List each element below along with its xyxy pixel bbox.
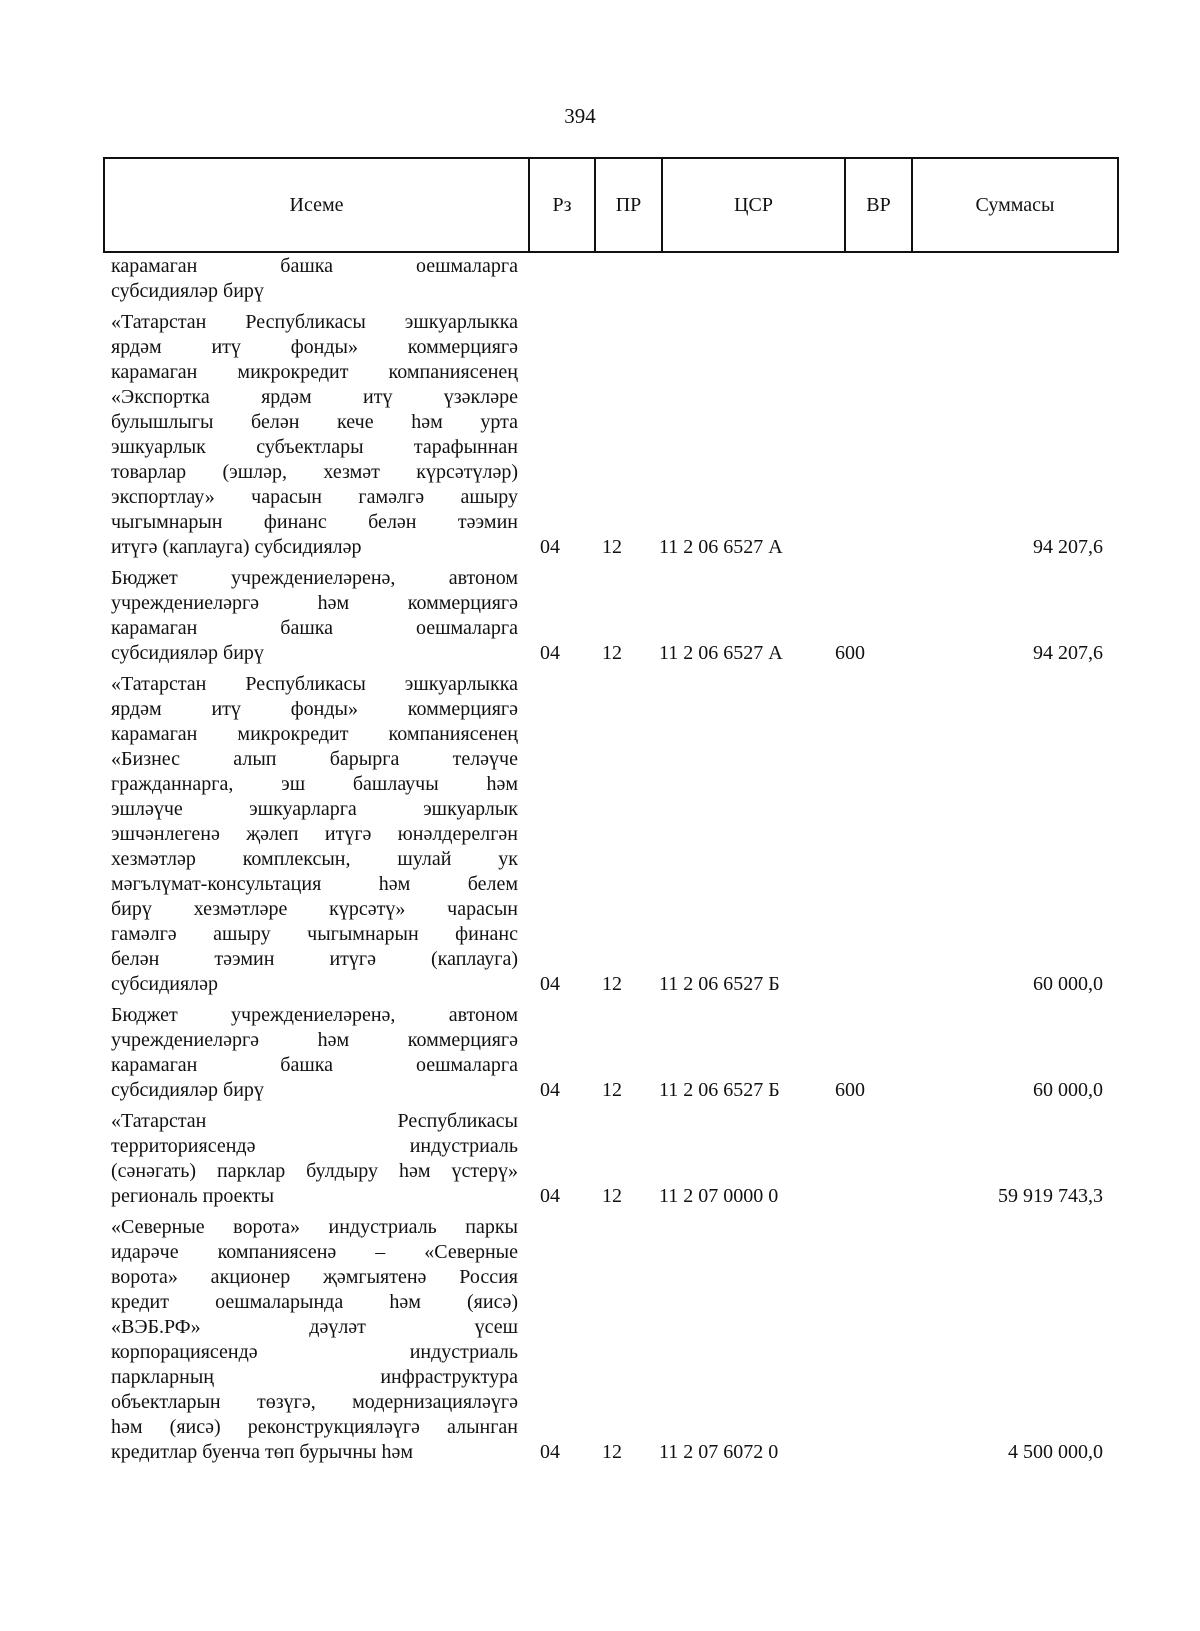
- row-name-line: карамаган башка оешмаларга: [111, 617, 518, 639]
- row-vr: 600: [835, 642, 865, 664]
- table-row: [111, 1003, 1111, 1103]
- row-sum: 94 207,6: [1033, 536, 1103, 558]
- row-csr: 11 2 07 6072 0: [659, 1441, 779, 1463]
- row-csr: 11 2 06 6527 Б: [659, 1079, 780, 1101]
- row-sum: 60 000,0: [1033, 1079, 1103, 1101]
- row-name-line: мәгълүмат-консультация һәм белем: [111, 873, 518, 895]
- row-name: [111, 254, 518, 304]
- row-sum: 4 500 000,0: [1008, 1441, 1103, 1463]
- row-csr: 11 2 06 6527 Б: [659, 973, 780, 995]
- row-name-line: «Татарстан Республикасы эшкуарлыкка: [111, 311, 518, 333]
- row-name-line: товарлар (эшләр, хезмәт күрсәтүләр): [111, 461, 518, 483]
- row-name-line: хезмәтләр комплексын, шулай ук: [111, 848, 518, 870]
- row-pr: 12: [602, 1079, 622, 1101]
- table-row: [111, 672, 1111, 997]
- header-sum: Суммасы: [975, 193, 1055, 216]
- row-name-line: (сәнәгать) парклар булдыру һәм үстерү»: [111, 1160, 518, 1182]
- row-name: [111, 1003, 518, 1103]
- row-pr: 12: [602, 1185, 622, 1207]
- row-name-line: эшләүче эшкуарларга эшкуарлык: [111, 798, 518, 820]
- row-name-line: «Бизнес алып барырга теләүче: [111, 748, 518, 770]
- row-rz: 04: [540, 642, 560, 664]
- row-rz: 04: [540, 973, 560, 995]
- row-name-line: субсидияләр: [111, 973, 219, 995]
- table-header: [103, 157, 1119, 253]
- header-name: Исеме: [105, 159, 530, 251]
- row-name-line: объектларын төзүгә, модернизацияләүгә: [111, 1391, 518, 1413]
- table-row: [111, 1215, 1111, 1465]
- row-name-line: ворота» акционер җәмгыятенә Россия: [111, 1266, 518, 1288]
- row-name-line: учреждениеләргә һәм коммерциягә: [111, 1029, 518, 1051]
- row-name-line: итүгә (каплауга) субсидияләр: [111, 536, 362, 558]
- row-name-line: экспортлау» чарасын гамәлгә ашыру: [111, 486, 518, 508]
- table-row: [111, 310, 1111, 560]
- row-csr: 11 2 06 6527 А: [659, 642, 783, 664]
- row-name: [111, 1109, 518, 1209]
- row-name-line: бирү хезмәтләре күрсәтү» чарасын: [111, 898, 518, 920]
- row-name-line: карамаган микрокредит компаниясенең: [111, 361, 518, 383]
- row-name-line: чыгымнарын финанс белән тәэмин: [111, 511, 518, 533]
- row-name-line: паркларның инфраструктура: [111, 1366, 518, 1388]
- row-name-line: субсидияләр бирү: [111, 1079, 264, 1101]
- row-name: [111, 1215, 518, 1465]
- table-row: [111, 254, 1111, 304]
- row-rz: 04: [540, 1441, 560, 1463]
- row-name-line: карамаган микрокредит компаниясенең: [111, 723, 518, 745]
- row-rz: 04: [540, 1079, 560, 1101]
- row-name-line: карамаган башка оешмаларга: [111, 1054, 518, 1076]
- row-name-line: «Татарстан Республикасы эшкуарлыкка: [111, 673, 518, 695]
- row-name-line: гражданнарга, эш башлаучы һәм: [111, 773, 518, 795]
- row-pr: 12: [602, 536, 622, 558]
- row-pr: 12: [602, 973, 622, 995]
- row-name-line: Бюджет учреждениеләренә, автоном: [111, 1004, 518, 1026]
- row-name-line: карамаган башка оешмаларга: [111, 255, 518, 277]
- row-name: [111, 310, 518, 560]
- row-rz: 04: [540, 1185, 560, 1207]
- row-pr: 12: [602, 642, 622, 664]
- table-body: [111, 254, 1111, 1471]
- row-name-line: субсидияләр бирү: [111, 280, 264, 302]
- row-csr: 11 2 07 0000 0: [659, 1185, 779, 1207]
- row-name-line: белән тәэмин итүгә (каплауга): [111, 948, 518, 970]
- row-name-line: корпорациясендә индустриаль: [111, 1341, 518, 1363]
- row-name-line: һәм (яисә) реконструкцияләүгә алынган: [111, 1416, 518, 1438]
- row-name-line: «ВЭБ.РФ» дәүләт үсеш: [111, 1316, 518, 1338]
- row-name-line: учреждениеләргә һәм коммерциягә: [111, 592, 518, 614]
- row-name-line: «Татарстан Республикасы: [111, 1110, 518, 1132]
- row-sum: 60 000,0: [1033, 973, 1103, 995]
- row-name-line: субсидияләр бирү: [111, 642, 264, 664]
- header-rz: Рз: [530, 159, 596, 251]
- row-vr: 600: [835, 1079, 865, 1101]
- row-name-line: ярдәм итү фонды» коммерциягә: [111, 336, 518, 358]
- row-name-line: «Экспортка ярдәм итү үзәкләре: [111, 386, 518, 408]
- row-name-line: ярдәм итү фонды» коммерциягә: [111, 698, 518, 720]
- row-name-line: эшчәнлегенә җәлеп итүгә юнәлдерелгән: [111, 823, 518, 845]
- table-row: [111, 566, 1111, 666]
- page-number: 394: [564, 104, 596, 128]
- row-name-line: гамәлгә ашыру чыгымнарын финанс: [111, 923, 518, 945]
- row-name-line: Бюджет учреждениеләренә, автоном: [111, 567, 518, 589]
- row-name-line: булышлыгы белән кече һәм урта: [111, 411, 518, 433]
- row-name: [111, 672, 518, 997]
- row-name-line: эшкуарлык субъектлары тарафыннан: [111, 436, 518, 458]
- row-name-line: кредит оешмаларында һәм (яисә): [111, 1291, 518, 1313]
- header-vr: ВР: [846, 159, 913, 251]
- row-name-line: территориясендә индустриаль: [111, 1135, 518, 1157]
- row-name-line: «Северные ворота» индустриаль паркы: [111, 1216, 518, 1238]
- row-pr: 12: [602, 1441, 622, 1463]
- header-csr: ЦСР: [663, 159, 846, 251]
- row-name-line: кредитлар буенча төп бурычны һәм: [111, 1441, 414, 1463]
- row-name-line: региональ проекты: [111, 1185, 275, 1207]
- header-pr: ПР: [596, 159, 663, 251]
- row-sum: 94 207,6: [1033, 642, 1103, 664]
- row-rz: 04: [540, 536, 560, 558]
- table-row: [111, 1109, 1111, 1209]
- row-name: [111, 566, 518, 666]
- row-name-line: идарәче компаниясенә – «Северные: [111, 1241, 518, 1263]
- row-csr: 11 2 06 6527 А: [659, 536, 783, 558]
- row-sum: 59 919 743,3: [998, 1185, 1103, 1207]
